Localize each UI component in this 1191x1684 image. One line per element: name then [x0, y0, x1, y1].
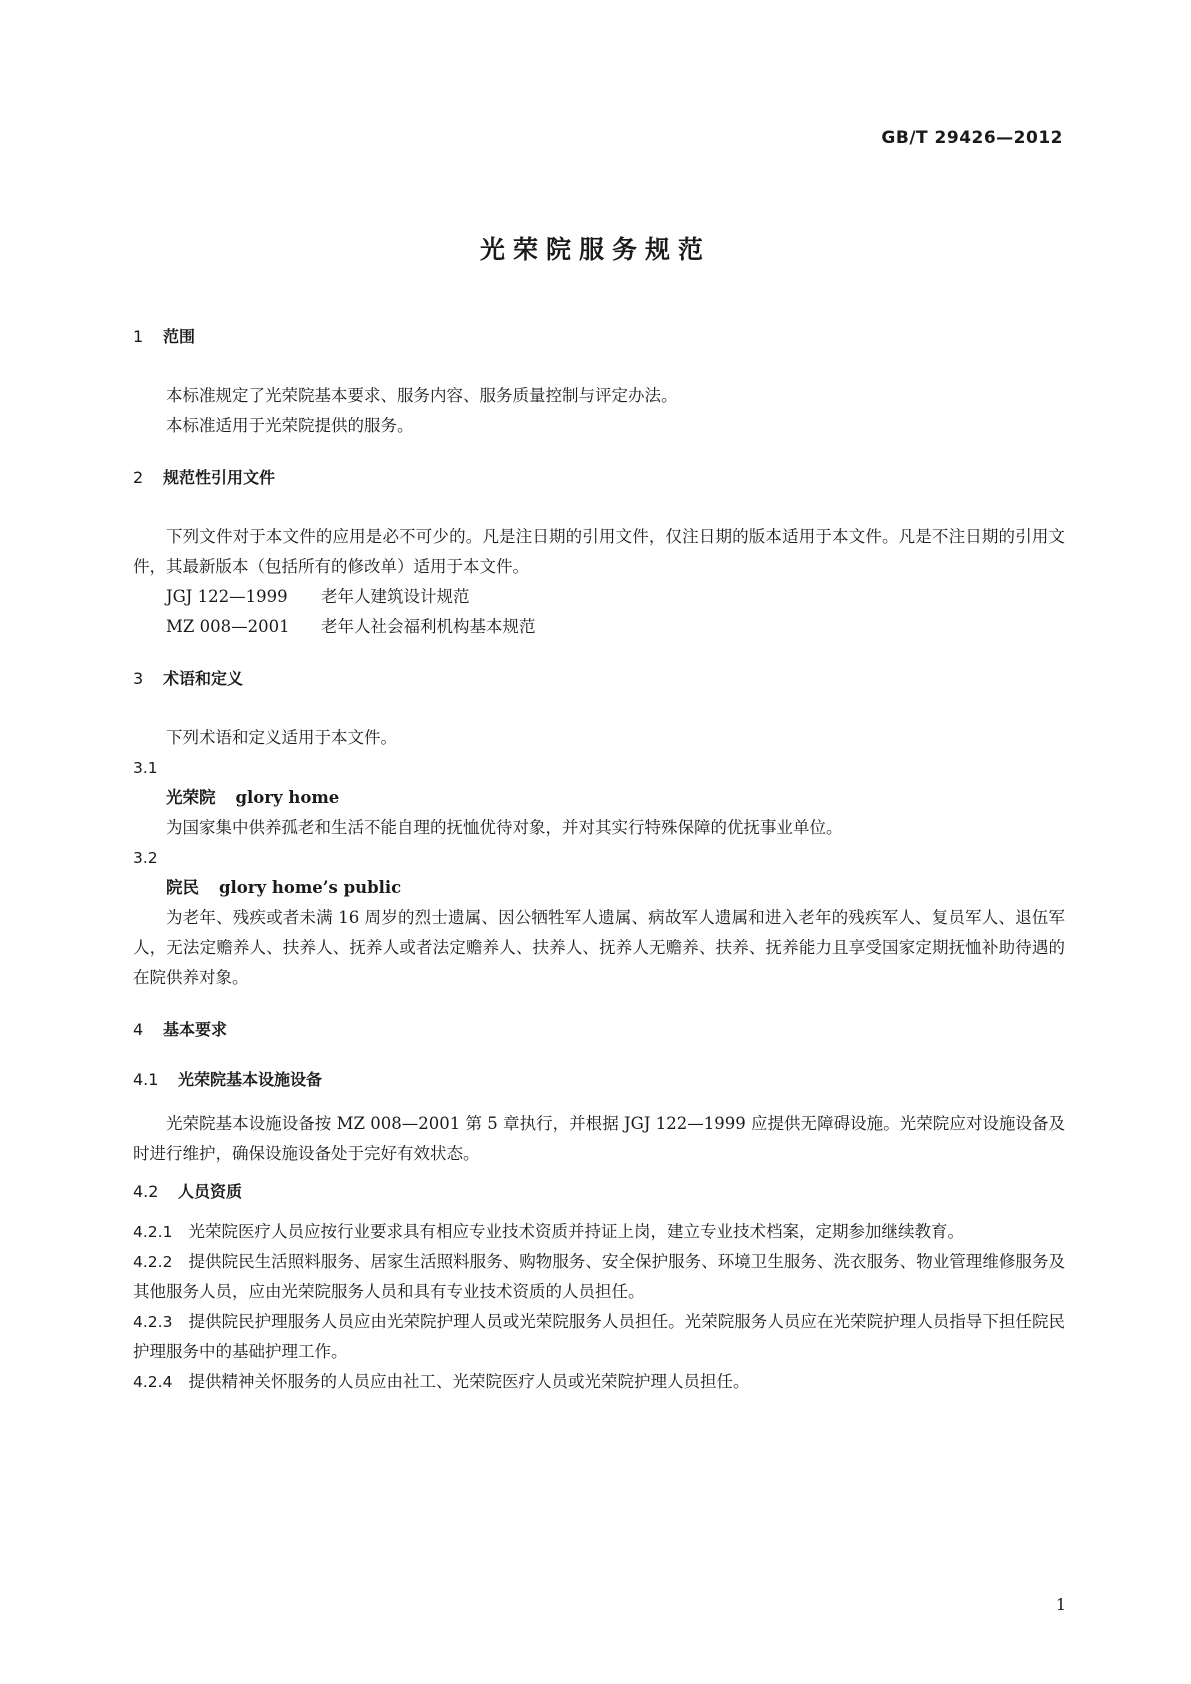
section-heading-basic-requirements [133, 1019, 1065, 1041]
subsection-number: 4.1 [133, 1070, 159, 1089]
reference-title: 老年人建筑设计规范 [321, 587, 470, 606]
document-body [133, 326, 1065, 1397]
paragraph: 本标准适用于光荣院提供的服务。 [166, 416, 414, 435]
paragraph: 光荣院基本设施设备按 MZ 008—2001 第 5 章执行，并根据 JGJ 122—1999 应提供无障碍设施。光荣院应对设施设备及时进行维护，确保设施设备处于完好有效状态。 [133, 1114, 1065, 1163]
paragraph: 本标准规定了光荣院基本要求、服务内容、服务质量控制与评定办法。 [166, 386, 678, 405]
clause-number: 4.2.4 [133, 1373, 173, 1391]
clause [133, 1247, 1065, 1307]
clause [133, 1307, 1065, 1367]
standard-code: GB/T 29426—2012 [881, 128, 1063, 148]
reference-title: 老年人社会福利机构基本规范 [321, 617, 536, 636]
section-number: 4 [133, 1020, 144, 1039]
subsection-title: 人员资质 [178, 1182, 243, 1201]
term-number: 3.2 [133, 849, 158, 867]
reference-item [133, 612, 1065, 642]
clause-number: 4.2.3 [133, 1313, 173, 1331]
term-number: 3.1 [133, 759, 158, 777]
term-english: glory home [235, 788, 340, 807]
section-number: 1 [133, 327, 144, 346]
reference-code: JGJ 122—1999 [166, 587, 288, 606]
clause-text: 提供院民生活照料服务、居家生活照料服务、购物服务、安全保护服务、环境卫生服务、洗衣服务、物业管理维修服务及其他服务人员，应由光荣院服务人员和具有专业技术资质的人员担任。 [133, 1252, 1065, 1301]
term-definition: 为国家集中供养孤老和生活不能自理的抚恤优待对象，并对其实行特殊保障的优抚事业单位。 [166, 818, 843, 837]
section-heading-terms [133, 668, 1065, 690]
clause-number: 4.2.2 [133, 1253, 173, 1271]
term-definition: 为老年、残疾或者未满 16 周岁的烈士遗属、因公牺牲军人遗属、病故军人遗属和进入老年的残疾军人、复员军人、退伍军人，无法定赡养人、扶养人、抚养人或者法定赡养人、扶养人、抚养人无赡养、扶养、抚养能力且享受国家定期抚恤补助待遇的在院供养对象。 [133, 908, 1065, 987]
section-number: 3 [133, 669, 144, 688]
section-title: 基本要求 [163, 1020, 228, 1039]
subsection-number: 4.2 [133, 1182, 159, 1201]
reference-item [133, 582, 1065, 612]
term-name [133, 873, 1065, 903]
paragraph: 下列文件对于本文件的应用是必不可少的。凡是注日期的引用文件，仅注日期的版本适用于本文件。凡是不注日期的引用文件，其最新版本（包括所有的修改单）适用于本文件。 [133, 527, 1065, 576]
subsection-heading-personnel [133, 1181, 1065, 1203]
clause-number: 4.2.1 [133, 1223, 173, 1241]
paragraph: 下列术语和定义适用于本文件。 [166, 728, 397, 747]
clause [133, 1217, 1065, 1247]
document-title: 光荣院服务规范 [479, 235, 711, 264]
section-title: 范围 [163, 327, 196, 346]
page-number: 1 [1055, 1595, 1066, 1614]
term-name [133, 783, 1065, 813]
reference-code: MZ 008—2001 [166, 617, 290, 636]
term-chinese: 院民 [166, 878, 199, 897]
section-number: 2 [133, 468, 144, 487]
term-english: glory home’s public [219, 878, 402, 897]
section-title: 规范性引用文件 [163, 468, 276, 487]
section-heading-normative-references [133, 467, 1065, 489]
section-title: 术语和定义 [163, 669, 244, 688]
term-chinese: 光荣院 [166, 788, 216, 807]
subsection-heading-facilities [133, 1069, 1065, 1091]
clause-text: 提供精神关怀服务的人员应由社工、光荣院医疗人员或光荣院护理人员担任。 [188, 1372, 750, 1391]
subsection-title: 光荣院基本设施设备 [178, 1070, 323, 1089]
clause [133, 1367, 1065, 1397]
clause-text: 光荣院医疗人员应按行业要求具有相应专业技术资质并持证上岗，建立专业技术档案，定期参加继续教育。 [188, 1222, 964, 1241]
section-heading-scope [133, 326, 1065, 348]
clause-text: 提供院民护理服务人员应由光荣院护理人员或光荣院服务人员担任。光荣院服务人员应在光荣院护理人员指导下担任院民护理服务中的基础护理工作。 [133, 1312, 1065, 1361]
